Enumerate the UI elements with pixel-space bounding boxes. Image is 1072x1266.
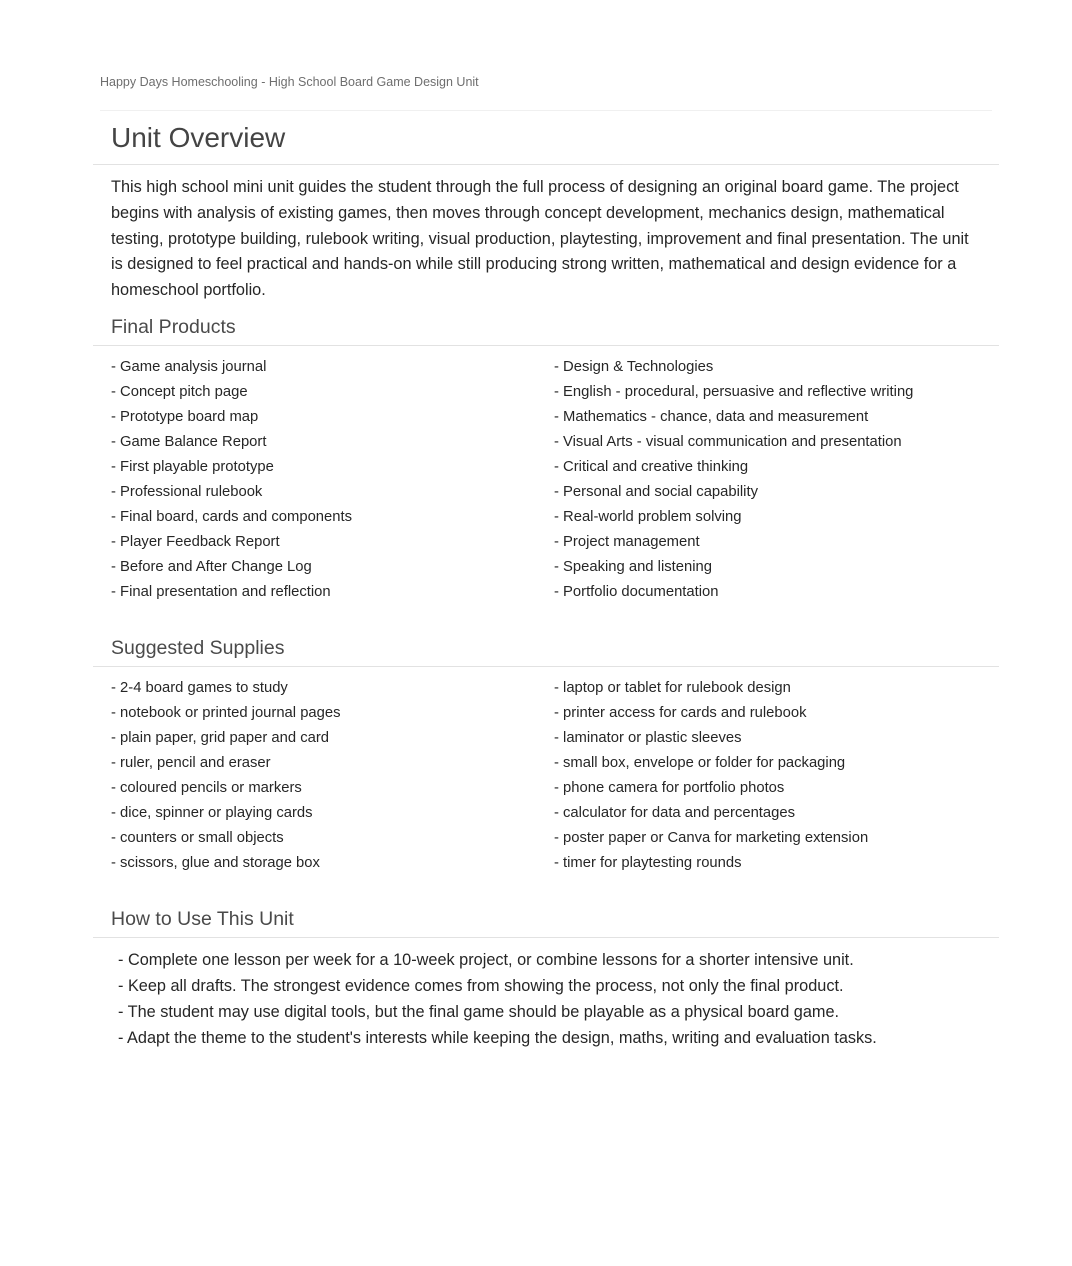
list-item: - First playable prototype xyxy=(111,459,274,475)
list-item: - Concept pitch page xyxy=(111,384,248,400)
list-item: - Keep all drafts. The strongest evidence comes from showing the process, not only the final product. xyxy=(118,977,844,995)
list-item: - Prototype board map xyxy=(111,409,259,425)
list-item: - Visual Arts - visual communication and presentation xyxy=(554,434,902,450)
list-item: - Personal and social capability xyxy=(554,484,758,500)
list-item: - Final presentation and reflection xyxy=(111,584,331,600)
header-divider xyxy=(100,110,992,111)
how-to-use-heading: How to Use This Unit xyxy=(111,908,294,930)
curriculum-areas-list xyxy=(554,355,913,605)
unit-overview-heading: Unit Overview xyxy=(111,122,286,153)
list-item: - Real-world problem solving xyxy=(554,509,742,525)
list-item: - coloured pencils or markers xyxy=(111,780,302,796)
list-item: - phone camera for portfolio photos xyxy=(554,780,785,796)
list-item: - Game analysis journal xyxy=(111,359,267,375)
supplies-list-right xyxy=(554,676,868,876)
list-item: - Project management xyxy=(554,534,700,550)
list-item: - scissors, glue and storage box xyxy=(111,855,320,871)
list-item: - small box, envelope or folder for packaging xyxy=(554,755,846,771)
overview-paragraph: This high school mini unit guides the student through the full process of designing an original board game. The project begins with analysis of existing games, then moves through concept development, mechanics design, mathematical testing, prototype building, rulebook writing, visual production, playtesting, improvement and final presentation. The unit is designed to feel practical and hands-on while still producing strong written, mathematical and design evidence for a homeschool portfolio. xyxy=(111,178,969,300)
list-item: - ruler, pencil and eraser xyxy=(111,755,271,771)
list-item: - laptop or tablet for rulebook design xyxy=(554,680,791,696)
list-item: - 2-4 board games to study xyxy=(111,680,288,696)
list-item: - printer access for cards and rulebook xyxy=(554,705,807,721)
list-item: - timer for playtesting rounds xyxy=(554,855,742,871)
list-item: - Design & Technologies xyxy=(554,359,714,375)
how-to-use-divider xyxy=(93,937,999,938)
supplies-divider xyxy=(93,666,999,667)
supplies-list-left xyxy=(111,676,341,876)
list-item: - Speaking and listening xyxy=(554,559,712,575)
list-item: - Complete one lesson per week for a 10-week project, or combine lessons for a shorter intensive unit. xyxy=(118,951,854,969)
final-products-list xyxy=(111,355,352,605)
overview-divider xyxy=(93,164,999,165)
list-item: - Final board, cards and components xyxy=(111,509,352,525)
page-header: Happy Days Homeschooling - High School Board Game Design Unit xyxy=(100,75,479,89)
how-to-use-list xyxy=(118,947,877,1051)
list-item: - notebook or printed journal pages xyxy=(111,705,341,721)
list-item: - English - procedural, persuasive and reflective writing xyxy=(554,384,914,400)
list-item: - Critical and creative thinking xyxy=(554,459,749,475)
list-item: - Adapt the theme to the student's interests while keeping the design, maths, writing and evaluation tasks. xyxy=(118,1029,877,1047)
list-item: - The student may use digital tools, but the final game should be playable as a physical board game. xyxy=(118,1003,840,1021)
list-item: - laminator or plastic sleeves xyxy=(554,730,742,746)
suggested-supplies-heading: Suggested Supplies xyxy=(111,637,285,659)
list-item: - Portfolio documentation xyxy=(554,584,719,600)
list-item: - Player Feedback Report xyxy=(111,534,280,550)
list-item: - Professional rulebook xyxy=(111,484,263,500)
list-item: - calculator for data and percentages xyxy=(554,805,796,821)
final-products-divider xyxy=(93,345,999,346)
list-item: - poster paper or Canva for marketing extension xyxy=(554,830,869,846)
list-item: - Before and After Change Log xyxy=(111,559,312,575)
list-item: - plain paper, grid paper and card xyxy=(111,730,329,746)
list-item: - counters or small objects xyxy=(111,830,284,846)
final-products-heading: Final Products xyxy=(111,316,236,338)
list-item: - Mathematics - chance, data and measurement xyxy=(554,409,869,425)
list-item: - Game Balance Report xyxy=(111,434,267,450)
list-item: - dice, spinner or playing cards xyxy=(111,805,313,821)
